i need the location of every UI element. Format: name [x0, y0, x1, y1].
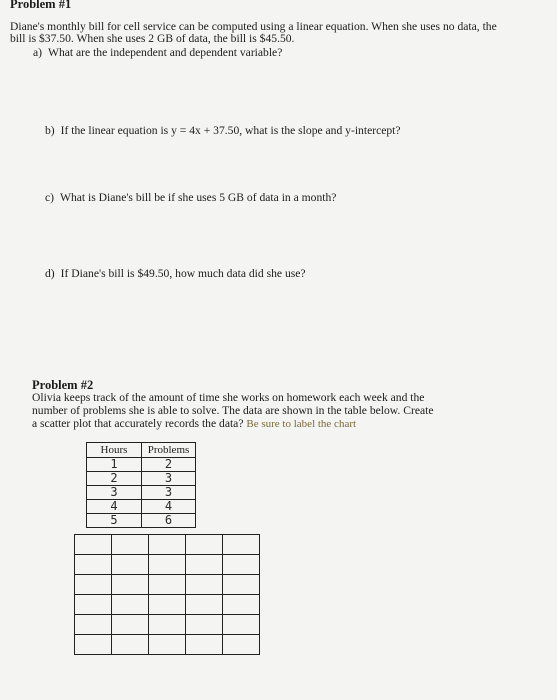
problem-1-intro-line-1: Diane's monthly bill for cell service can be computed using a linear equation. When she uses no data, the: [10, 20, 497, 33]
hours-cell: 3: [87, 486, 142, 500]
grid-row: [75, 615, 260, 635]
grid-row: [75, 555, 260, 575]
question-b-text: If the linear equation is y = 4x + 37.50, what is the slope and y-intercept?: [60, 124, 401, 137]
scatter-plot-grid: [74, 534, 260, 655]
column-header-problems: Problems: [142, 443, 196, 458]
problem-2-line-1: Olivia keeps track of the amount of time she works on homework each week and the: [32, 391, 425, 404]
hours-cell: 1: [87, 458, 142, 472]
question-d-text: If Diane's bill is $49.50, how much data did she use?: [60, 267, 306, 280]
question-c-text: What is Diane's bill be if she uses 5 GB of data in a month?: [60, 191, 337, 204]
table-row: [87, 472, 196, 486]
hours-cell: 4: [87, 500, 142, 514]
table-row: [87, 500, 196, 514]
question-a: [33, 46, 282, 59]
question-a-text: What are the independent and dependent variable?: [48, 46, 283, 59]
question-a-label: a): [33, 46, 43, 59]
question-d: [45, 267, 306, 280]
problems-cell: 3: [142, 472, 196, 486]
problems-cell: 3: [142, 486, 196, 500]
data-table: [86, 442, 196, 528]
problems-cell: 4: [142, 500, 196, 514]
problem-2-line-2: number of problems she is able to solve. The data are shown in the table below. Create: [32, 404, 434, 417]
problem-2-title: Problem #2: [32, 378, 94, 392]
hours-cell: 2: [87, 472, 142, 486]
table-header-row: [87, 443, 196, 458]
problem-2-hint: Be sure to label the chart: [246, 418, 357, 430]
question-b: [45, 124, 401, 137]
grid-row: [75, 535, 260, 555]
table-row: [87, 458, 196, 472]
grid-row: [75, 575, 260, 595]
problems-cell: 6: [142, 514, 196, 528]
problem-1-title: Problem #1: [10, 0, 72, 11]
problem-2-line-3: [32, 417, 356, 431]
table-row: [87, 486, 196, 500]
grid-row: [75, 635, 260, 655]
question-c: [45, 191, 336, 204]
column-header-hours: Hours: [87, 443, 142, 458]
problem-1-intro-line-2: bill is $37.50. When she uses 2 GB of data, the bill is $45.50.: [10, 32, 295, 45]
grid-row: [75, 595, 260, 615]
problem-2-question: a scatter plot that accurately records the data?: [32, 417, 244, 430]
question-d-label: d): [45, 267, 55, 280]
problems-cell: 2: [142, 458, 196, 472]
hours-cell: 5: [87, 514, 142, 528]
table-row: [87, 514, 196, 528]
question-c-label: c): [45, 191, 55, 204]
question-b-label: b): [45, 124, 55, 137]
